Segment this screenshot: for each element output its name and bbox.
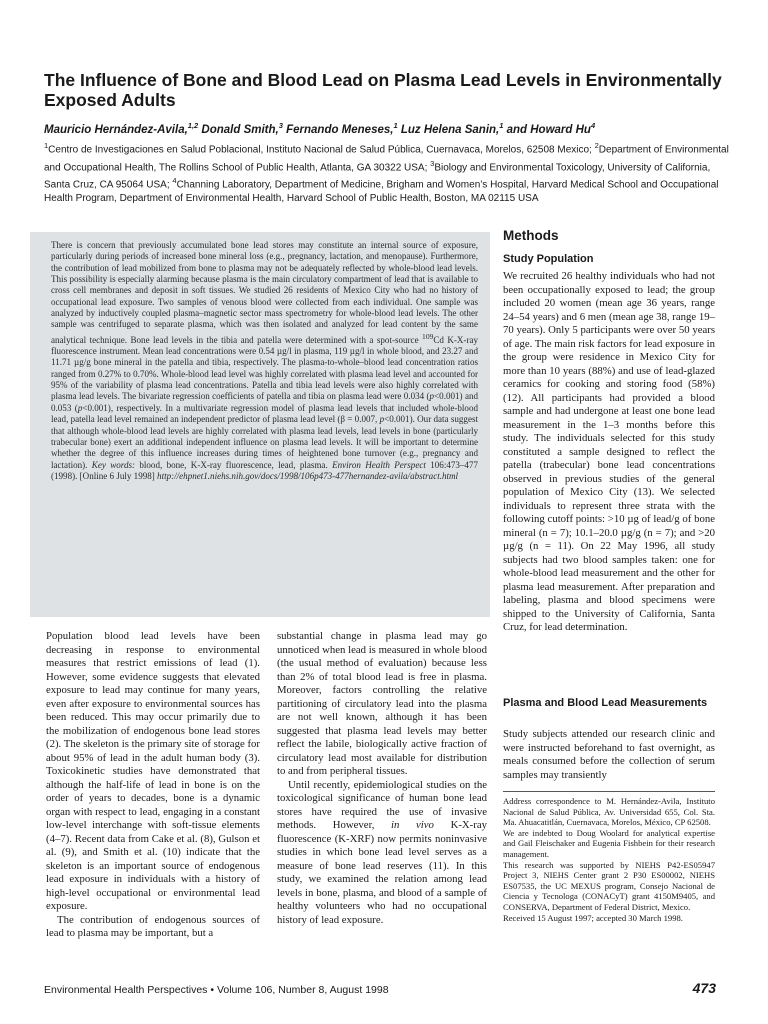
author-notes — [503, 796, 715, 923]
keywords-label: Key words: — [91, 459, 136, 470]
funding-note: This research was supported by NIEHS P42-ES05947 Project 3, NIEHS Center grant 2 P30 ES00002, NIEHS ES07535, the UC MEXUS program, Consejo Nacional de Ciencia y Tecnologa (CONACyT) grant 4150M9405, and CONSERVA, Department of Federal District, Mexico. — [503, 859, 715, 912]
paragraph: Study subjects attended our research clinic and were instructed beforehand to fast overnight, as meals consumed before the collection of serum samples may transiently — [503, 728, 715, 781]
author-affil-sup: 4 — [590, 121, 596, 130]
abstract-box — [30, 232, 490, 617]
p-symbol: p — [379, 414, 385, 425]
methods-heading: Methods — [503, 228, 559, 243]
citation: 106:473–477 (1998). [Online 6 July 1998] — [51, 459, 478, 481]
abstract-segment: <0.001). Our data suggest that although whole-blood lead levels are highly correlated with plasma lead levels, lead levels in bone (particularly trabecular bone) exert an additional independent influence on plasma lead levels. It will be important to determine whether the degree of this influence increases during times of heightened bone turnover (e.g., pregnancy and lactation). — [51, 414, 478, 470]
paragraph-segment: K-X-ray fluorescence (K-XRF) now permits noninvasive studies in which bone lead level serves as a measure of bone lead reserves (11). In this study, we examined the relation among lead levels in bone, plasma, and blood of a sample of healthy volunteers who had no occupational history of lead exposure. — [277, 819, 487, 926]
paragraph-segment: Until recently, epidemiological studies on the toxicological significance of human bone lead stores have required the use of invasive methods. However, — [277, 778, 487, 831]
affil-text: Channing Laboratory, Department of Medicine, Brigham and Women’s Hospital, Harvard Medical School and Occupational Health Program, Department of Environmental Health, Harvard School of Public Health, Boston, MA 02115 USA — [44, 179, 719, 204]
received-note: Received 15 August 1997; accepted 30 March 1998. — [503, 912, 683, 923]
author-affil-sup: 1 — [499, 121, 504, 130]
author-list — [44, 118, 734, 138]
page-number: 473 — [692, 980, 716, 996]
author-name: and Howard Hu — [503, 123, 591, 136]
correspondence-note: Address correspondence to M. Hernández-Avila, Instituto Nacional de Salud Pública, Av. Universidad 655, Col. Sta. Ma. Ahuacatitlán, Cuernavaca, Morelos, México, CP 62508. — [503, 796, 715, 828]
affil-sup: 4 — [172, 176, 177, 186]
footer-separator: • — [207, 984, 217, 996]
paragraph: We recruited 26 healthy individuals who had not been occupationally exposed to lead; the group included 20 women (mean age 36 years, range 24–54 years) and 6 men (mean age 38, range 19–70 years). Only 5 participants were over 50 years of age. The main risk factors for lead exposure in the group were residence in Mexico City for more than 10 years (88%) and use of lead-glazed ceramics for cooking and storing food (58%) (12). All participants had provided a blood sample and had undergone at least one bone lead measurement in the 1–3 months before this study. The individuals selected for this study constituted a sample designed to reflect the patella (trabecular) bone lead concentrations observed in previous studies of the general population of Mexico City (13). We selected individuals to represent three strata with the following cutoff points: >10 µg of lead/g of bone mineral (n = 7); 10.1–20.0 µg/g (n = 7); and >20 µg/g (n = 11). On 22 May 1996, all study subjects had two blood samples taken: one for whole-blood lead measurement and the other for plasma lead measurement. After preparation and labeling, plasma and blood specimens were shipped to the University of California, Santa Cruz, for lead determination. — [503, 270, 715, 633]
journal-name: Environmental Health Perspectives — [44, 984, 208, 996]
author-name: Mauricio Hernández-Avila, — [44, 123, 188, 136]
volume-info: Volume 106, Number 8, August 1998 — [216, 984, 389, 996]
abstract-segment: <0.001) and 0.053 ( — [51, 391, 479, 413]
abstract-segment: There is concern that previously accumulated bone lead stores may constitute an internal source of exposure, particularly during periods of increased bone mineral loss (e.g., pregnancy, lactation, and menopause). Furthermore, the contribution of lead mobilized from bone to plasma may not be adequately reflected by whole-blood lead levels. This possibility is especially alarming because plasma is the main circulatory compartment of lead that is available to cross cell membranes and deposit in soft tissues. We studied 26 residents of Mexico City who had no history of occupational lead exposure. Two samples of venous blood were collected from each individual. One sample was analyzed by inductively coupled plasma–magnetic sector mass spectrometry for whole-blood lead levels. The other sample was centrifuged to separate plasma, which was then isolated and analyzed for lead content by the same analytical technique. Bone lead levels in the tibia and patella were determined with a spot-source — [51, 240, 478, 345]
footnote-divider — [503, 791, 715, 792]
plasma-blood-heading: Plasma and Blood Lead Measurements — [503, 697, 708, 709]
body-column-3-continued — [503, 728, 715, 782]
p-symbol: p — [429, 391, 435, 402]
article-title: The Influence of Bone and Blood Lead on Plasma Lead Levels in Environmentally Exposed Adults — [44, 70, 722, 110]
author-affil-sup: 1 — [393, 121, 398, 130]
author-name: Fernando Meneses, — [282, 123, 394, 136]
affil-text: Department of Environmental and Occupational Health, The Rollins School of Public Health, Atlanta, GA 30322 USA; — [44, 144, 729, 173]
affil-sup: 1 — [44, 141, 49, 150]
isotope-sup: 109 — [422, 331, 434, 341]
body-column-2 — [277, 630, 487, 927]
running-footer — [44, 984, 389, 996]
acknowledgment-note: We are indebted to Doug Woolard for analytical expertise and Gail Fleischaker and Eugenia Fishbein for their research management. — [503, 827, 715, 859]
author-name: Luz Helena Sanin, — [397, 123, 500, 136]
author-affil-sup: 3 — [278, 121, 283, 130]
affil-sup: 2 — [594, 141, 599, 150]
p-symbol: p — [77, 402, 83, 413]
abstract-url-link[interactable]: http://ehpnet1.niehs.nih.gov/docs/1998/106p473-477hernandez-avila/abstract.html — [157, 470, 459, 481]
affil-sup: 3 — [430, 158, 435, 168]
author-affil-sup: 1,2 — [187, 121, 199, 130]
affil-text: Centro de Investigaciones en Salud Poblacional, Instituto Nacional de Salud Pública, Cuernavaca, Morelos, 62508 Mexico; — [48, 144, 595, 156]
author-name: Donald Smith, — [198, 123, 279, 136]
study-population-heading: Study Population — [503, 253, 594, 265]
keywords: blood, bone, K-X-ray fluorescence, lead, plasma. — [135, 459, 333, 470]
abstract-text — [51, 240, 478, 482]
body-column-1 — [46, 630, 260, 941]
paragraph: Population blood lead levels have been decreasing in response to environmental measures that restrict emissions of lead (1). However, some evidence suggests that elevated exposure to lead may continue for many years, even after exposure to environmental sources has been reduced. This may occur primarily due to the mobilization of endogenous bone lead stores (2). The skeleton is the primary site of storage for about 95% of lead in the adult human body (3). Toxicokinetic studies have demonstrated that although the half-life of lead in bone is on the order of years to decades, bone is a dynamic organ with respect to lead, engaging in a constant low-level interchange with soft-tissue elements (4–7). Recent data from Cake et al. (8), Gulson et al. (9), and Smith et al. (10) indicate that the skeleton is an important source of endogenous lead exposure in individuals with a history of high-level occupational or environmental lead exposure. — [46, 630, 260, 912]
paragraph: substantial change in plasma lead may go unnoticed when lead is measured in whole blood (the usual method of evaluation) because less than 2% of total blood lead is free in plasma. Moreover, factors controlling the relative partitioning of circulatory lead into the plasma are not well known, although it has been suggested that plasma lead levels may better reflect the labile, biologically active fraction of circulatory lead most available for distribution to and from peripheral tissues. — [277, 630, 487, 777]
affiliations — [44, 139, 734, 205]
abstract-segment: <0.001), respectively. In a multivariate regression model of plasma lead levels that included whole-blood lead, patella lead level remained an independent predictor of plasma lead level (β = 0.007, — [51, 402, 478, 425]
abstract-segment: Cd K-X-ray fluorescence instrument. Mean lead concentrations were 0.54 µg/l in plasma, 119 µg/l in whole blood, and 23.27 and 11.71 µg/g bone mineral in the patella and tibia, respectively. The plasma-to-whole–blood lead concentration ratios ranged from 0.27% to 0.70%. Whole-blood lead level was highly correlated with plasma lead level and accounted for 95% of the variability of plasma lead concentrations. Patella and tibia lead levels were also highly correlated with plasma lead levels. The bivariate regression coefficients of patella and tibia on plasma lead were 0.034 ( — [51, 334, 478, 402]
italic-term: in vivo — [391, 819, 434, 831]
paragraph: The contribution of endogenous sources of lead to plasma may be important, but a — [46, 913, 260, 939]
journal-ref: Environ Health Perspect — [332, 459, 426, 470]
paragraph — [277, 779, 487, 928]
body-column-3 — [503, 270, 715, 635]
affil-text: Biology and Environmental Toxicology, University of California, Santa Cruz, CA 95064 USA; — [44, 161, 711, 191]
